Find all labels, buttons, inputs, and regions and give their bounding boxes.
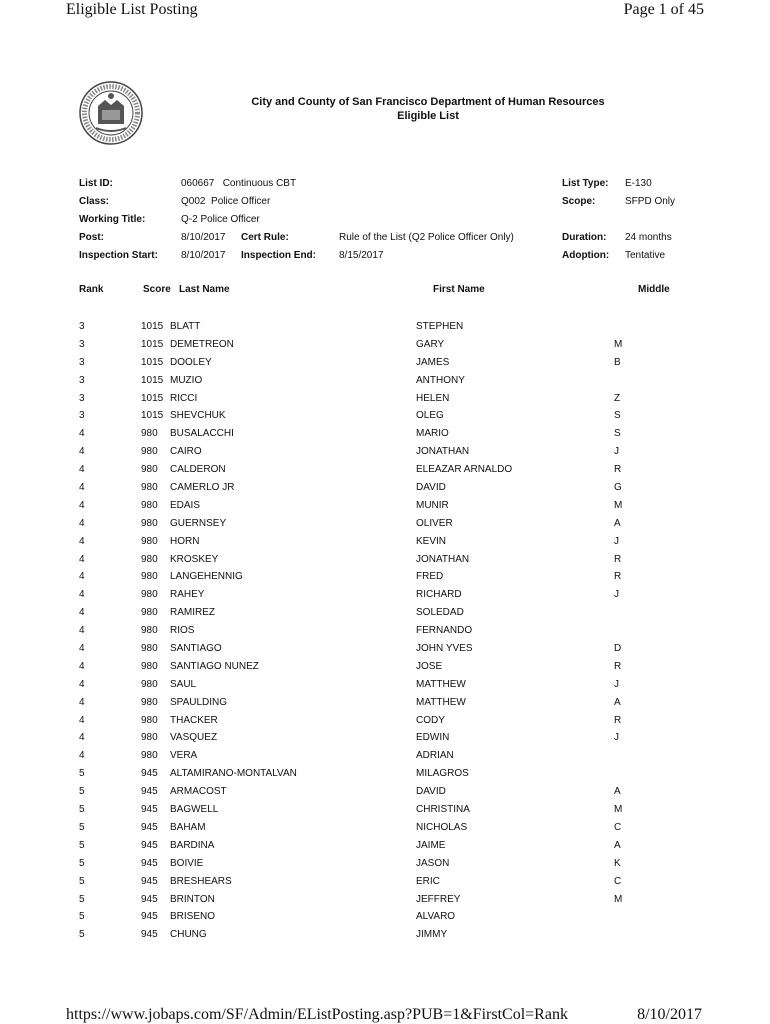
last-name-cell: SHEVCHUK bbox=[170, 410, 226, 422]
last-name-cell: THACKER bbox=[170, 714, 218, 726]
score-cell: 945 bbox=[141, 768, 158, 780]
first-name-cell: JONATHAN bbox=[416, 446, 470, 458]
score-cell: 945 bbox=[141, 857, 158, 869]
table-row bbox=[0, 518, 770, 536]
score-cell: 980 bbox=[141, 428, 158, 440]
first-name-cell: DAVID bbox=[416, 482, 446, 494]
first-name-cell: MATTHEW bbox=[416, 678, 466, 690]
last-name-cell: VASQUEZ bbox=[170, 732, 218, 744]
first-name-cell: JOHN YVES bbox=[416, 643, 473, 655]
last-name-cell: BLATT bbox=[170, 321, 201, 332]
table-row bbox=[0, 571, 770, 589]
score-cell: 980 bbox=[141, 482, 158, 494]
table-row bbox=[0, 589, 770, 607]
first-name-cell: NICHOLAS bbox=[416, 821, 468, 833]
rank-cell: 5 bbox=[79, 929, 85, 941]
rank-cell: 4 bbox=[79, 678, 85, 690]
score-cell: 945 bbox=[141, 893, 158, 905]
inspection-start-label: Inspection Start: bbox=[79, 250, 158, 261]
table-row bbox=[0, 482, 770, 500]
scope-label: Scope: bbox=[562, 196, 596, 207]
scope-value: SFPD Only bbox=[625, 196, 676, 207]
rank-cell: 4 bbox=[79, 732, 85, 744]
rank-cell: 4 bbox=[79, 428, 85, 440]
first-name-cell: JEFFREY bbox=[416, 893, 461, 905]
print-footer-date: 8/10/2017 bbox=[637, 1006, 702, 1023]
table-row bbox=[0, 786, 770, 804]
table-row bbox=[0, 375, 770, 393]
score-cell: 945 bbox=[141, 875, 158, 887]
first-name-cell: KEVIN bbox=[416, 535, 447, 547]
score-cell: 980 bbox=[141, 660, 158, 672]
first-name-cell: OLEG bbox=[416, 410, 444, 422]
first-name-cell: SOLEDAD bbox=[416, 607, 464, 619]
score-cell: 980 bbox=[141, 553, 158, 565]
cert-rule-label: Cert Rule: bbox=[241, 232, 289, 243]
rank-cell: 4 bbox=[79, 535, 85, 547]
last-name-cell: BRESHEARS bbox=[170, 875, 232, 887]
score-cell: 980 bbox=[141, 750, 158, 762]
table-row bbox=[0, 643, 770, 661]
last-name-cell: LANGEHENNIG bbox=[170, 571, 243, 583]
last-name-cell: EDAIS bbox=[170, 499, 201, 511]
last-name-cell: BUSALACCHI bbox=[170, 428, 234, 440]
first-name-cell: JOSE bbox=[416, 660, 443, 672]
print-header-title: Eligible List Posting bbox=[66, 1, 198, 18]
score-cell: 980 bbox=[141, 589, 158, 601]
first-name-cell: RICHARD bbox=[416, 589, 462, 601]
cert-rule-value: Rule of the List (Q2 Police Officer Only) bbox=[339, 232, 514, 243]
first-name-cell: ALVARO bbox=[416, 911, 456, 923]
score-cell: 1015 bbox=[141, 374, 164, 386]
score-cell: 1015 bbox=[141, 410, 164, 422]
rank-cell: 4 bbox=[79, 714, 85, 726]
score-cell: 1015 bbox=[141, 356, 164, 368]
table-row bbox=[0, 446, 770, 464]
rank-cell: 5 bbox=[79, 911, 85, 923]
table-row bbox=[0, 732, 770, 750]
list-type-value: E-130 bbox=[625, 178, 652, 189]
first-name-cell: JIMMY bbox=[416, 929, 448, 941]
middle-initial-cell: C bbox=[614, 821, 622, 833]
table-row bbox=[0, 393, 770, 411]
inspection-start-value: 8/10/2017 bbox=[181, 250, 226, 261]
middle-initial-cell: A bbox=[614, 839, 621, 851]
first-name-cell: MATTHEW bbox=[416, 696, 466, 708]
adoption-value: Tentative bbox=[625, 250, 666, 261]
rank-cell: 4 bbox=[79, 750, 85, 762]
first-name-cell: OLIVER bbox=[416, 517, 453, 529]
first-name-cell: CHRISTINA bbox=[416, 804, 470, 816]
table-row bbox=[0, 607, 770, 625]
score-cell: 980 bbox=[141, 714, 158, 726]
table-row bbox=[0, 715, 770, 733]
table-row bbox=[0, 464, 770, 482]
last-name-cell: CAIRO bbox=[170, 446, 202, 458]
score-cell: 980 bbox=[141, 643, 158, 655]
last-name-cell: BRISENO bbox=[170, 911, 216, 923]
middle-initial-cell: K bbox=[614, 857, 621, 869]
middle-initial-cell: B bbox=[614, 356, 621, 368]
table-row bbox=[0, 554, 770, 572]
first-name-cell: EDWIN bbox=[416, 732, 450, 744]
first-name-cell: MUNIR bbox=[416, 499, 449, 511]
middle-initial-cell: D bbox=[614, 643, 622, 655]
last-name-cell: RICCI bbox=[170, 392, 198, 404]
table-row bbox=[0, 428, 770, 446]
rank-cell: 5 bbox=[79, 786, 85, 798]
score-cell: 980 bbox=[141, 571, 158, 583]
middle-initial-cell: J bbox=[614, 446, 619, 458]
middle-initial-cell: R bbox=[614, 571, 622, 583]
rank-cell: 4 bbox=[79, 482, 85, 494]
first-name-cell: JASON bbox=[416, 857, 450, 869]
class-label: Class: bbox=[79, 196, 110, 207]
rank-cell: 4 bbox=[79, 517, 85, 529]
last-name-cell: CHUNG bbox=[170, 929, 207, 941]
first-name-cell: ANTHONY bbox=[416, 374, 465, 386]
first-name-cell: ADRIAN bbox=[416, 750, 454, 762]
rank-cell: 5 bbox=[79, 893, 85, 905]
table-row bbox=[0, 876, 770, 894]
score-cell: 945 bbox=[141, 804, 158, 816]
table-row bbox=[0, 750, 770, 768]
middle-initial-cell: J bbox=[614, 678, 619, 690]
table-row bbox=[0, 840, 770, 858]
rank-cell: 4 bbox=[79, 571, 85, 583]
rank-cell: 3 bbox=[79, 374, 85, 386]
first-name-cell: MILAGROS bbox=[416, 768, 469, 780]
list-id-label: List ID: bbox=[79, 178, 113, 189]
column-header-rank: Rank bbox=[79, 284, 104, 295]
column-header-first-name: First Name bbox=[433, 284, 485, 295]
last-name-cell: DOOLEY bbox=[170, 356, 212, 368]
last-name-cell: HORN bbox=[170, 535, 200, 547]
document-title: Eligible List bbox=[397, 110, 459, 122]
table-row bbox=[0, 679, 770, 697]
last-name-cell: RAMIREZ bbox=[170, 607, 215, 619]
rank-cell: 4 bbox=[79, 660, 85, 672]
middle-initial-cell: J bbox=[614, 535, 619, 547]
eligible-list-table bbox=[0, 321, 770, 947]
score-cell: 980 bbox=[141, 446, 158, 458]
last-name-cell: VERA bbox=[170, 750, 198, 762]
page-indicator: Page 1 of 45 bbox=[623, 1, 704, 18]
middle-initial-cell: M bbox=[614, 338, 623, 350]
first-name-cell: JAIME bbox=[416, 839, 446, 851]
table-row bbox=[0, 822, 770, 840]
middle-initial-cell: C bbox=[614, 875, 622, 887]
rank-cell: 4 bbox=[79, 446, 85, 458]
last-name-cell: SPAULDING bbox=[170, 696, 228, 708]
rank-cell: 4 bbox=[79, 589, 85, 601]
last-name-cell: BAHAM bbox=[170, 821, 206, 833]
rank-cell: 4 bbox=[79, 553, 85, 565]
rank-cell: 5 bbox=[79, 857, 85, 869]
first-name-cell: GARY bbox=[416, 338, 445, 350]
rank-cell: 4 bbox=[79, 464, 85, 476]
table-row bbox=[0, 697, 770, 715]
rank-cell: 3 bbox=[79, 356, 85, 368]
duration-label: Duration: bbox=[562, 232, 607, 243]
table-row bbox=[0, 321, 770, 339]
middle-initial-cell: R bbox=[614, 660, 622, 672]
table-row bbox=[0, 661, 770, 679]
column-header-middle: Middle bbox=[638, 284, 670, 295]
column-header-last-name: Last Name bbox=[179, 284, 230, 295]
middle-initial-cell: Z bbox=[614, 392, 621, 404]
last-name-cell: CAMERLO JR bbox=[170, 482, 235, 494]
middle-initial-cell: M bbox=[614, 499, 623, 511]
score-cell: 945 bbox=[141, 821, 158, 833]
rank-cell: 4 bbox=[79, 696, 85, 708]
rank-cell: 4 bbox=[79, 625, 85, 637]
rank-cell: 5 bbox=[79, 821, 85, 833]
middle-initial-cell: G bbox=[614, 482, 622, 494]
table-row bbox=[0, 804, 770, 822]
table-row bbox=[0, 500, 770, 518]
score-cell: 980 bbox=[141, 464, 158, 476]
last-name-cell: ALTAMIRANO-MONTALVAN bbox=[170, 768, 297, 780]
table-row bbox=[0, 536, 770, 554]
rank-cell: 3 bbox=[79, 321, 85, 332]
last-name-cell: RIOS bbox=[170, 625, 195, 637]
working-title-value: Q-2 Police Officer bbox=[181, 214, 260, 225]
rank-cell: 3 bbox=[79, 392, 85, 404]
class-value: Q002 Police Officer bbox=[181, 196, 271, 207]
rank-cell: 4 bbox=[79, 607, 85, 619]
last-name-cell: BAGWELL bbox=[170, 804, 219, 816]
rank-cell: 3 bbox=[79, 338, 85, 350]
adoption-label: Adoption: bbox=[562, 250, 610, 261]
rank-cell: 4 bbox=[79, 643, 85, 655]
last-name-cell: SANTIAGO NUNEZ bbox=[170, 660, 259, 672]
last-name-cell: CALDERON bbox=[170, 464, 226, 476]
rank-cell: 5 bbox=[79, 875, 85, 887]
score-cell: 1015 bbox=[141, 392, 164, 404]
table-row bbox=[0, 894, 770, 912]
rank-cell: 4 bbox=[79, 499, 85, 511]
last-name-cell: ARMACOST bbox=[170, 786, 227, 798]
score-cell: 980 bbox=[141, 517, 158, 529]
score-cell: 945 bbox=[141, 839, 158, 851]
last-name-cell: SANTIAGO bbox=[170, 643, 222, 655]
last-name-cell: DEMETREON bbox=[170, 338, 234, 350]
inspection-end-value: 8/15/2017 bbox=[339, 250, 384, 261]
middle-initial-cell: M bbox=[614, 804, 623, 816]
score-cell: 980 bbox=[141, 678, 158, 690]
middle-initial-cell: R bbox=[614, 464, 622, 476]
last-name-cell: BRINTON bbox=[170, 893, 215, 905]
table-row bbox=[0, 625, 770, 643]
inspection-end-label: Inspection End: bbox=[241, 250, 316, 261]
score-cell: 980 bbox=[141, 607, 158, 619]
first-name-cell: JAMES bbox=[416, 356, 450, 368]
first-name-cell: STEPHEN bbox=[416, 321, 464, 332]
first-name-cell: HELEN bbox=[416, 392, 450, 404]
last-name-cell: BARDINA bbox=[170, 839, 215, 851]
org-title: City and County of San Francisco Department of Human Resources bbox=[251, 96, 605, 108]
rank-cell: 5 bbox=[79, 839, 85, 851]
score-cell: 945 bbox=[141, 929, 158, 941]
last-name-cell: KROSKEY bbox=[170, 553, 219, 565]
middle-initial-cell: A bbox=[614, 517, 621, 529]
first-name-cell: FERNANDO bbox=[416, 625, 473, 637]
list-id-value: 060667 Continuous CBT bbox=[181, 178, 297, 189]
last-name-cell: MUZIO bbox=[170, 374, 203, 386]
score-cell: 980 bbox=[141, 732, 158, 744]
middle-initial-cell: J bbox=[614, 732, 619, 744]
table-row bbox=[0, 357, 770, 375]
post-value: 8/10/2017 bbox=[181, 232, 226, 243]
first-name-cell: DAVID bbox=[416, 786, 446, 798]
table-row bbox=[0, 410, 770, 428]
first-name-cell: CODY bbox=[416, 714, 445, 726]
score-cell: 945 bbox=[141, 786, 158, 798]
first-name-cell: MARIO bbox=[416, 428, 449, 440]
duration-value: 24 months bbox=[625, 232, 672, 243]
last-name-cell: BOIVIE bbox=[170, 857, 204, 869]
last-name-cell: GUERNSEY bbox=[170, 517, 227, 529]
middle-initial-cell: A bbox=[614, 786, 621, 798]
middle-initial-cell: A bbox=[614, 696, 621, 708]
score-cell: 980 bbox=[141, 535, 158, 547]
table-row bbox=[0, 339, 770, 357]
score-cell: 980 bbox=[141, 499, 158, 511]
working-title-label: Working Title: bbox=[79, 214, 146, 225]
score-cell: 980 bbox=[141, 696, 158, 708]
last-name-cell: RAHEY bbox=[170, 589, 205, 601]
column-header-score: Score bbox=[143, 284, 171, 295]
middle-initial-cell: R bbox=[614, 553, 622, 565]
score-cell: 980 bbox=[141, 625, 158, 637]
first-name-cell: FRED bbox=[416, 571, 444, 583]
print-footer-url: https://www.jobaps.com/SF/Admin/EListPosting.asp?PUB=1&FirstCol=Rank bbox=[66, 1006, 568, 1023]
middle-initial-cell: S bbox=[614, 410, 621, 422]
rank-cell: 5 bbox=[79, 768, 85, 780]
table-row bbox=[0, 768, 770, 786]
table-row bbox=[0, 929, 770, 947]
rank-cell: 5 bbox=[79, 804, 85, 816]
rank-cell: 3 bbox=[79, 410, 85, 422]
list-type-label: List Type: bbox=[562, 178, 609, 189]
middle-initial-cell: R bbox=[614, 714, 622, 726]
first-name-cell: ERIC bbox=[416, 875, 440, 887]
table-row bbox=[0, 911, 770, 929]
first-name-cell: JONATHAN bbox=[416, 553, 470, 565]
middle-initial-cell: J bbox=[614, 589, 619, 601]
middle-initial-cell: S bbox=[614, 428, 621, 440]
post-label: Post: bbox=[79, 232, 104, 243]
first-name-cell: ELEAZAR ARNALDO bbox=[416, 464, 513, 476]
score-cell: 1015 bbox=[141, 321, 164, 332]
last-name-cell: SAUL bbox=[170, 678, 197, 690]
table-row bbox=[0, 858, 770, 876]
score-cell: 1015 bbox=[141, 338, 164, 350]
score-cell: 945 bbox=[141, 911, 158, 923]
middle-initial-cell: M bbox=[614, 893, 623, 905]
